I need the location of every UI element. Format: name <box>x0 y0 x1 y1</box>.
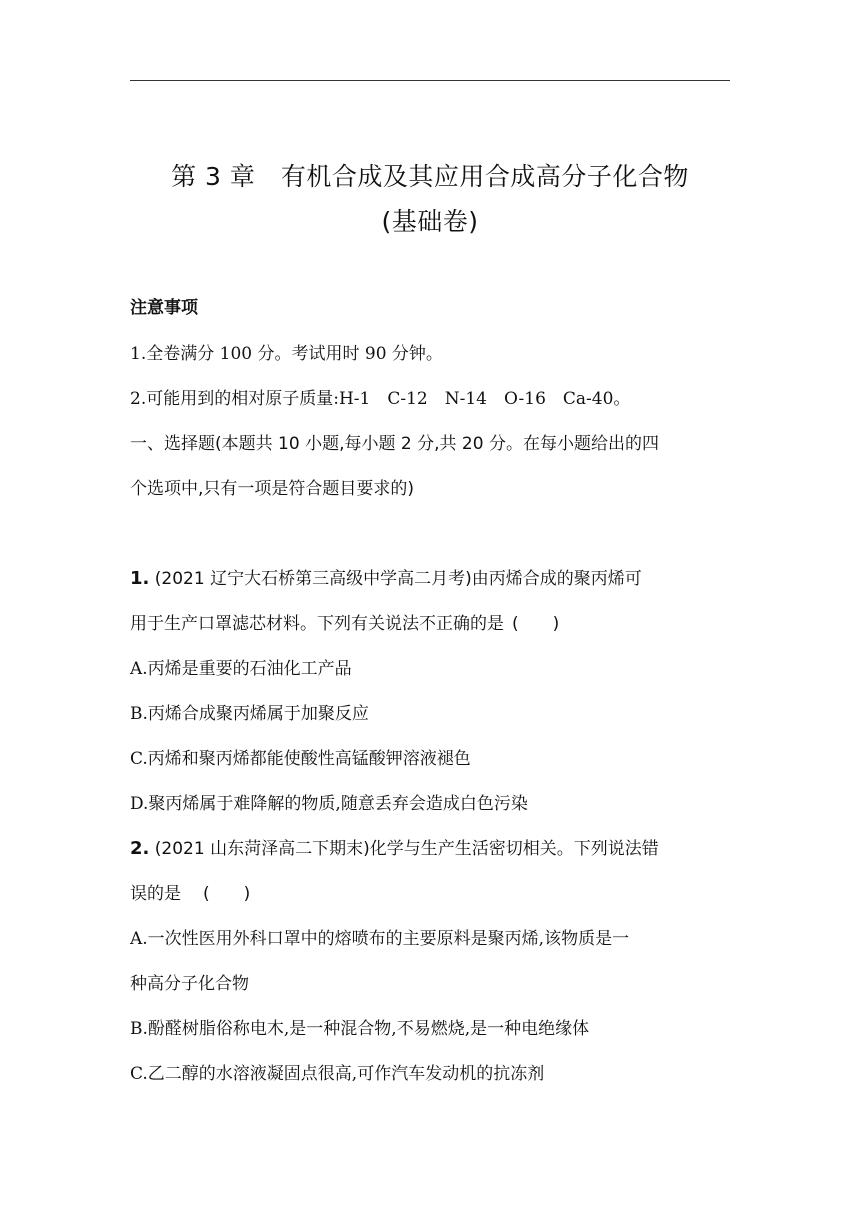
question-1-stem-part-2: 用于生产口罩滤芯材料。下列有关说法不正确的是 <box>130 614 504 634</box>
section-instruction-line-1: 一、选择题(本题共 10 小题,每小题 2 分,共 20 分。在每小题给出的四 <box>130 434 659 454</box>
question-1-option-d: D.聚丙烯属于难降解的物质,随意丢弃会造成白色污染 <box>130 794 528 814</box>
question-1-answer-blank: ( ) <box>512 614 560 634</box>
header-rule <box>130 80 730 81</box>
page-title: 第 3 章 有机合成及其应用合成高分子化合物 <box>171 162 689 191</box>
question-1-option-b: B.丙烯合成聚丙烯属于加聚反应 <box>130 704 369 724</box>
question-1-line-1 <box>130 567 730 591</box>
question-2-option-c: C.乙二醇的水溶液凝固点很高,可作汽车发动机的抗冻剂 <box>130 1064 545 1084</box>
question-1-stem-part-1: 由丙烯合成的聚丙烯可 <box>471 569 642 589</box>
question-2-option-a-continued: 种高分子化合物 <box>130 974 249 994</box>
question-2-answer-blank: ( ) <box>203 884 251 904</box>
notice-item-1: 1.全卷满分 100 分。考试用时 90 分钟。 <box>130 344 443 364</box>
question-2-option-a: A.一次性医用外科口罩中的熔喷布的主要原料是聚丙烯,该物质是一 <box>130 929 630 949</box>
question-2-stem-part-1: 化学与生产生活密切相关。下列说法错 <box>369 839 659 859</box>
notice-item-2: 2.可能用到的相对原子质量:H-1 C-12 N-14 O-16 Ca-40。 <box>130 389 631 409</box>
question-1-line-2 <box>130 612 730 636</box>
question-1-source: (2021 辽宁大石桥第三高级中学高二月考) <box>154 569 472 589</box>
question-1-option-a: A.丙烯是重要的石油化工产品 <box>130 659 352 679</box>
question-2-stem-part-2: 误的是 <box>130 884 181 904</box>
question-1-option-c: C.丙烯和聚丙烯都能使酸性高锰酸钾溶液褪色 <box>130 749 471 769</box>
question-2-source: (2021 山东菏泽高二下期末) <box>154 839 370 859</box>
question-2-number: 2. <box>130 838 150 859</box>
question-1-number: 1. <box>130 568 150 589</box>
notice-heading: 注意事项 <box>130 298 198 318</box>
page-subtitle: (基础卷) <box>381 207 479 236</box>
section-instruction-line-2: 个选项中,只有一项是符合题目要求的) <box>130 479 415 499</box>
question-2-line-1 <box>130 837 730 861</box>
question-2-line-2 <box>130 882 730 906</box>
question-2-option-b: B.酚醛树脂俗称电木,是一种混合物,不易燃烧,是一种电绝缘体 <box>130 1019 590 1039</box>
